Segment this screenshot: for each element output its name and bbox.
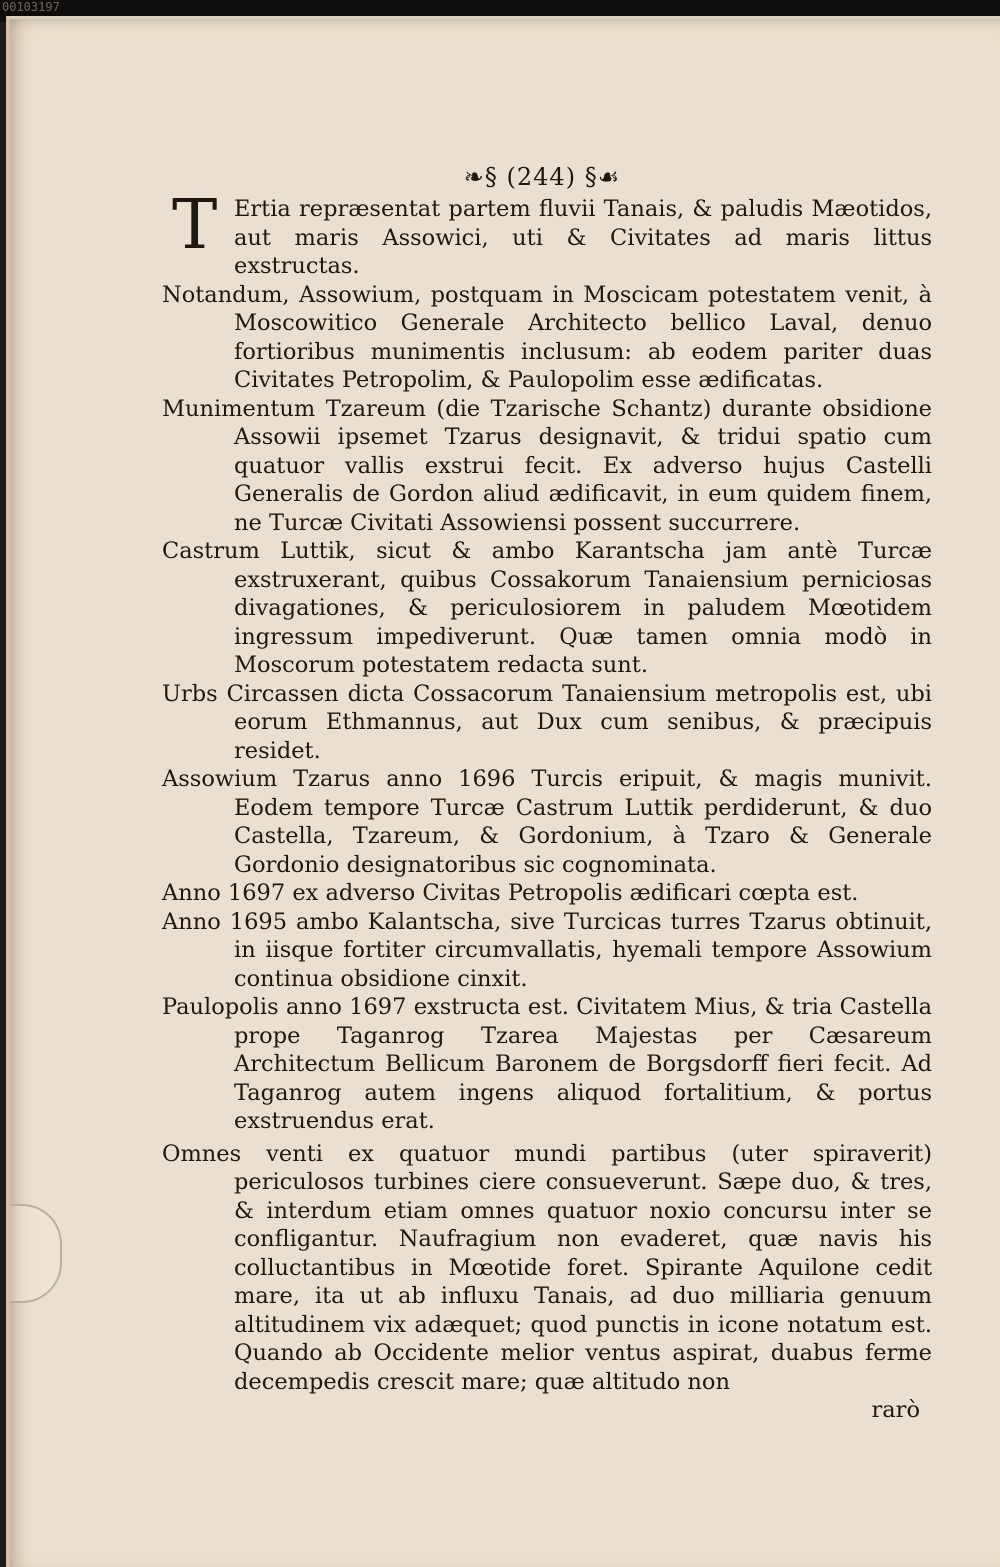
ornament-right-icon: §☙ xyxy=(584,163,621,191)
paragraph-text: Ertia repræsentat partem fluvii Tanais, & paludis Mæotidos, aut maris Assowici, uti & Civitates ad maris littus exstructas. xyxy=(234,196,932,279)
book-page xyxy=(6,16,1000,1567)
paragraph-7: Anno 1697 ex adverso Civitas Petropolis ædificari cœpta est. xyxy=(162,880,859,906)
ornament-left-icon: ❧§ xyxy=(463,163,498,191)
paragraph-3: Munimentum Tzareum (die Tzarische Schantz) durante obsidione Assowii ipsemet Tzarus designavit, & tridui spatio cum quatuor vallis exstrui fecit. Ex adverso hujus Castelli Generalis de Gordon aliud ædificavit, in eum quidem finem, ne Turcæ Civitati Assowiensi possent succurrere. xyxy=(162,395,932,536)
page-number: (244) xyxy=(506,163,577,191)
catchword: rarò xyxy=(871,1397,920,1423)
drop-cap: T xyxy=(172,186,218,265)
paragraph-10: Omnes venti ex quatuor mundi partibus (uter spiraverit) periculosos turbines ciere consueverunt. Sæpe duo, & tres, & interdum etiam omnes quatuor noxio concursu inter se confligantur. Naufragium non evaderet, quæ navis his colluctantibus in Mœotide foret. Spirante Aquilone cedit mare, ita ut ab influxu Tanais, ad duo milliaria genuum altitudinem vix adæquet; quod punctis in icone notatum est. Quando ab Occidente melior ventus aspirat, duabus ferme decempedis crescit mare; quæ altitudo non xyxy=(162,1140,932,1395)
paragraph-9: Paulopolis anno 1697 exstructa est. Civitatem Mius, & tria Castella prope Taganrog Tzarea Majestas per Cæsareum Architectum Bellicum Baronem de Borgsdorff fieri fecit. Ad Taganrog autem ingens aliquod fortalitium, & portus exstruendus erat. xyxy=(162,994,932,1134)
paragraph-8: Anno 1695 ambo Kalantscha, sive Turcicas turres Tzarus obtinuit, in iisque fortiter circumvallatis, hyemali tempore Assowium continua obsidione cinxit. xyxy=(162,908,932,992)
scan-identifier: 00103197 xyxy=(0,0,1000,22)
paragraph-5: Urbs Circassen dicta Cossacorum Tanaiensium metropolis est, ubi eorum Ethmannus, aut Dux cum senibus, & præcipuis residet. xyxy=(162,680,932,764)
page-number-header xyxy=(152,159,932,195)
paragraph-2: Notandum, Assowium, postquam in Moscicam potestatem venit, à Moscowitico Generale Architecto bellico Laval, denuo fortioribus munimentis inclusum: ab eodem pariter duas Civitates Petropolim, & Paulopolim esse ædificatas. xyxy=(162,281,932,393)
page-text-block xyxy=(162,159,932,1424)
page-clip xyxy=(10,1204,62,1303)
paragraph-1 xyxy=(162,186,932,281)
paragraph-6: Assowium Tzarus anno 1696 Turcis eripuit, & magis munivit. Eodem tempore Turcæ Castrum Luttik perdiderunt, & duo Castella, Tzareum, & Gordonium, à Tzaro & Generale Gordonio designatoribus sic cognominata. xyxy=(162,766,932,878)
paragraph-4: Castrum Luttik, sicut & ambo Karantscha jam antè Turcæ exstruxerant, quibus Cossakorum Tanaiensium perniciosas divagationes, & periculosiorem in paludem Mœotidem ingressum impediverunt. Quæ tamen omnia modò in Moscorum potestatem redacta sunt. xyxy=(162,538,932,678)
